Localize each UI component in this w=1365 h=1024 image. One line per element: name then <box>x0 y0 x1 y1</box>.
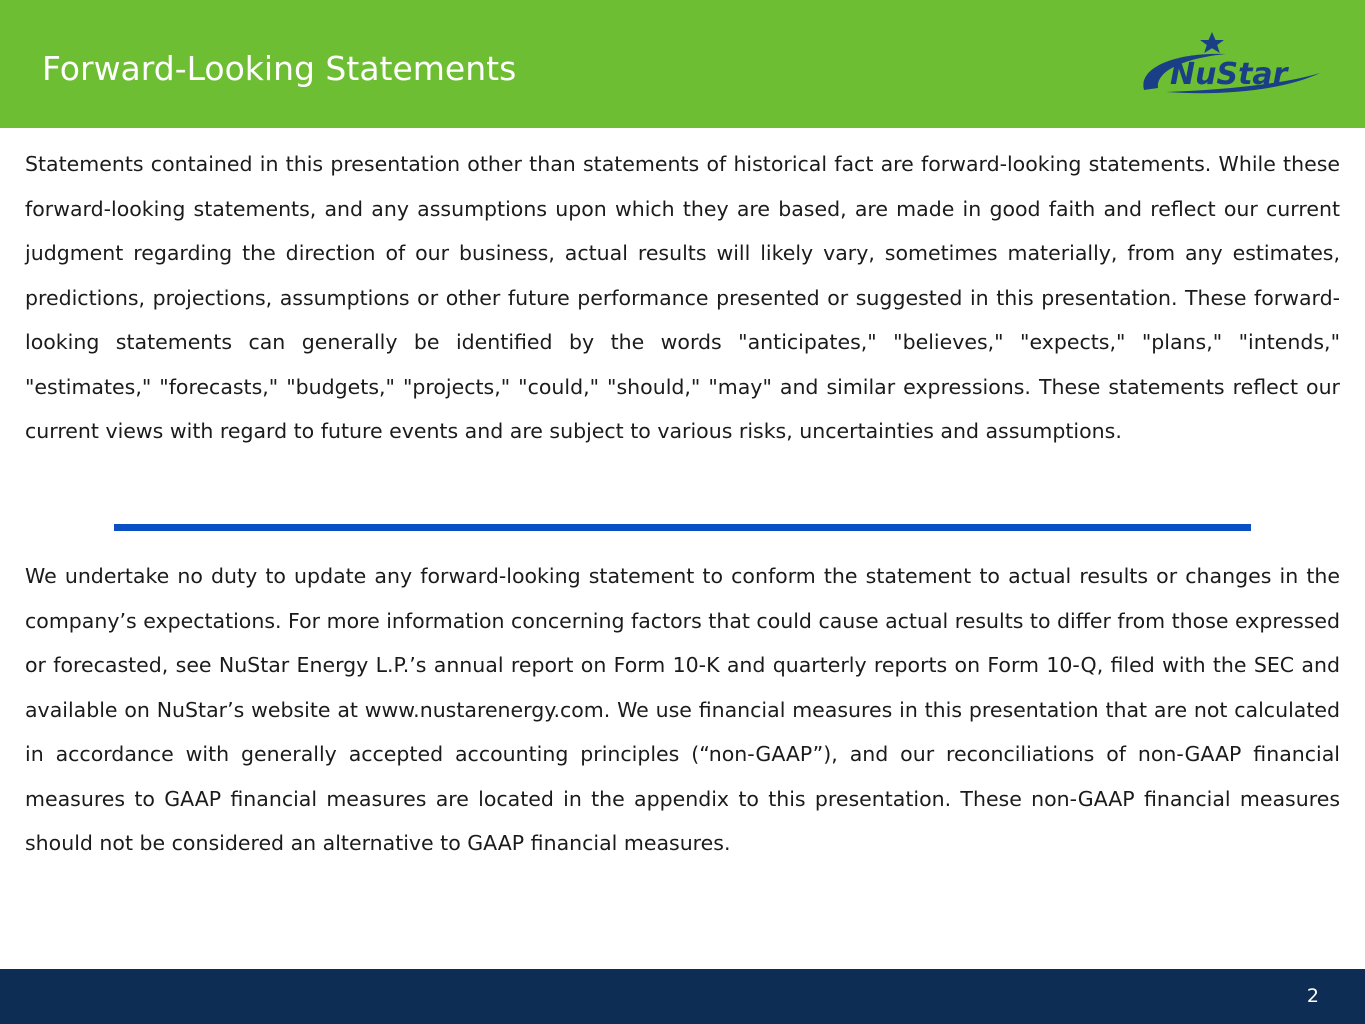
paragraph-no-duty-to-update: We undertake no duty to update any forward-looking statement to conform the statement to actual results or changes in the company’s expectations. For more information concerning factors that could cause actual results to differ from those expressed or forecasted, see NuStar Energy L.P.’s annual report on Form 10-K and quarterly reports on Form 10-Q, filed with the SEC and available on NuStar’s website at www.nustarenergy.com. We use financial measures in this presentation that are not calculated in accordance with generally accepted accounting principles (“non-GAAP”), and our reconciliations of non-GAAP financial measures to GAAP financial measures are located in the appendix to this presentation. These non-GAAP financial measures should not be considered an alternative to GAAP financial measures. <box>25 564 1340 855</box>
page-title: Forward-Looking Statements <box>42 49 517 88</box>
nustar-logo <box>1134 26 1324 102</box>
footer-bar <box>0 969 1365 1024</box>
paragraph-forward-looking: Statements contained in this presentation other than statements of historical fact are forward-looking statements. While these forward-looking statements, and any assumptions upon which they are based, are made in good faith and reflect our current judgment regarding the direction of our business, actual results will likely vary, sometimes materially, from any estimates, predictions, projections, assumptions or other future performance presented or suggested in this presentation. These forward-looking statements can generally be identified by the words "anticipates," "believes," "expects," "plans," "intends," "estimates," "forecasts," "budgets," "projects," "could," "should," "may" and similar expressions. These statements reflect our current views with regard to future events and are subject to various risks, uncertainties and assumptions. <box>25 152 1340 443</box>
logo-star-icon <box>1200 32 1224 53</box>
logo-wordmark: NuStar <box>1170 57 1288 92</box>
section-divider <box>114 524 1251 531</box>
page-number: 2 <box>1306 985 1319 1007</box>
header-bar <box>0 0 1365 128</box>
